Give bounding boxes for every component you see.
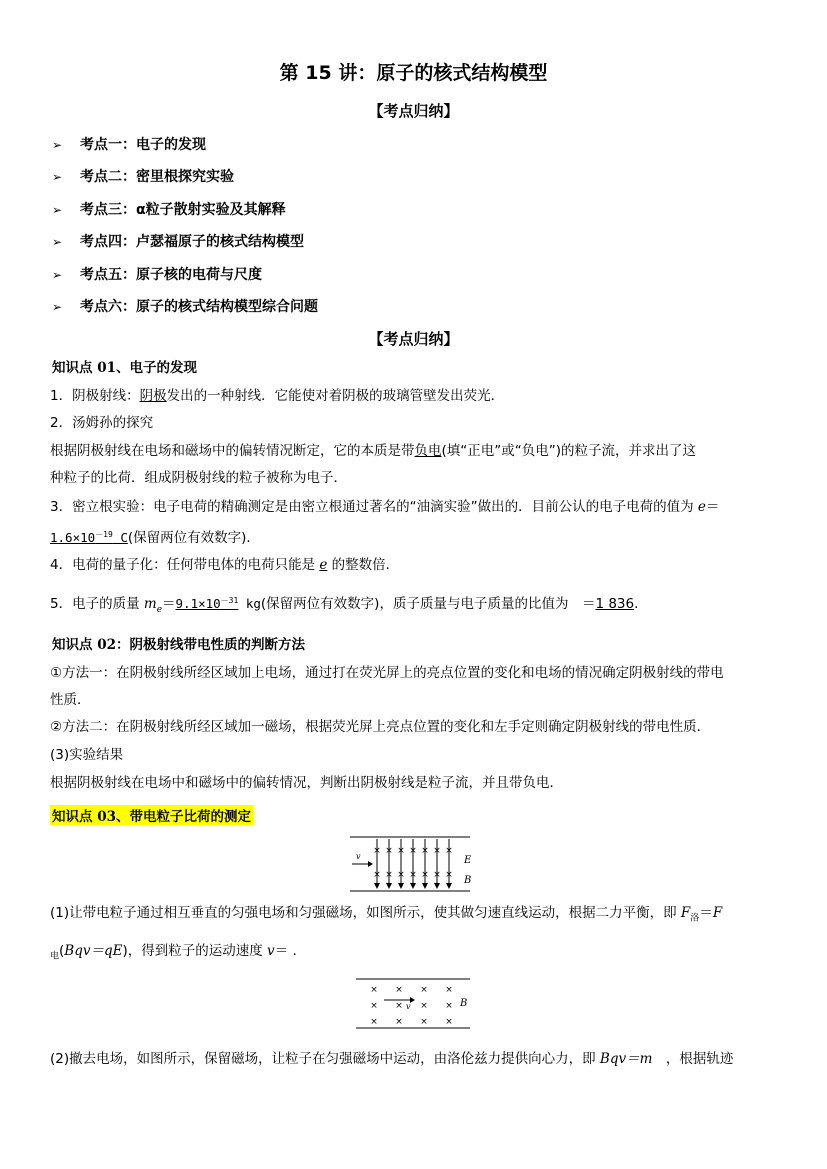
svg-text:×: × (373, 870, 381, 880)
svg-text:E: E (464, 855, 472, 866)
paragraph-line: 性质． (50, 692, 91, 708)
arrow-bullet-icon: ➢ (52, 300, 63, 314)
svg-text:×: × (445, 1001, 453, 1011)
paragraph-line: 根据阴极射线在电场中和磁场中的偏转情况，判断出阴极射线是粒子流，并且带负电． (50, 775, 563, 791)
arrow-bullet-icon: ➢ (52, 138, 63, 152)
arrow-bullet-icon: ➢ (52, 235, 63, 249)
paragraph-line: (3)实验结果 (50, 747, 124, 763)
page-title: 第 15 讲：原子的核式结构模型 (279, 62, 548, 84)
paragraph-line: 3．密立根实验：电子电荷的精确测定是由密立根通过著名的“油滴实验”做出的．目前公认的电子电荷的值为 e＝ (50, 499, 720, 515)
magnetic-field-diagram (354, 976, 474, 1032)
paragraph-line: ②方法二：在阴极射线所经区域加一磁场，根据荧光屏上亮点位置的变化和左手定则确定阴极射线的带电性质． (50, 719, 711, 735)
crossed-fields-diagram (348, 833, 478, 895)
arrow-bullet-icon: ➢ (52, 268, 63, 282)
paragraph-line: 5．电子的质量 $m_e=9.1\times 10^{-31}$ kg(保留两位有效数字)，质子质量与电子质量的比值为 ＝1 836. (50, 596, 639, 615)
svg-text:×: × (395, 1001, 403, 1011)
svg-text:×: × (421, 846, 429, 856)
svg-text:×: × (370, 985, 378, 995)
svg-text:B: B (464, 875, 472, 886)
svg-text:×: × (409, 846, 417, 856)
paragraph-line: (2)撤去电场，如图所示，保留磁场，让粒子在匀强磁场中运动，由洛伦兹力提供向心力，即 Bqv＝m ，根据轨迹 (50, 1051, 734, 1067)
svg-text:×: × (445, 846, 453, 856)
svg-text:×: × (397, 846, 405, 856)
paragraph-line: $_电$(Bqv＝qE)，得到粒子的运动速度 v＝ . (50, 943, 297, 962)
svg-text:×: × (445, 870, 453, 880)
kaodian-item: ➢ 考点六：原子的核式结构模型综合问题 (52, 299, 318, 315)
svg-text:×: × (395, 1017, 403, 1027)
kaodian-item: ➢ 考点五：原子核的电荷与尺度 (52, 267, 262, 283)
svg-text:×: × (385, 870, 393, 880)
svg-text:×: × (420, 985, 428, 995)
svg-text:×: × (420, 1001, 428, 1011)
svg-text:×: × (409, 870, 417, 880)
kaodian-item: ➢ 考点四：卢瑟福原子的核式结构模型 (52, 234, 304, 250)
svg-text:×: × (395, 985, 403, 995)
kaodian-item: ➢ 考点二：密里根探究实验 (52, 169, 234, 185)
svg-text:v: v (406, 1002, 411, 1011)
svg-text:×: × (433, 846, 441, 856)
svg-text:×: × (420, 1017, 428, 1027)
svg-text:B: B (460, 998, 468, 1009)
paragraph-line: 4．电荷的量子化：任何带电体的电荷只能是 e 的整数倍． (50, 557, 400, 573)
svg-text:v: v (356, 852, 361, 861)
svg-text:×: × (373, 846, 381, 856)
paragraph-line: 种粒子的比荷．组成阴极射线的粒子被称为电子． (50, 470, 347, 486)
arrow-bullet-icon: ➢ (52, 170, 63, 184)
svg-text:×: × (385, 846, 393, 856)
svg-text:×: × (433, 870, 441, 880)
svg-text:×: × (397, 870, 405, 880)
paragraph-line: 2．汤姆孙的探究 (50, 415, 154, 431)
svg-text:×: × (370, 1017, 378, 1027)
svg-text:×: × (445, 985, 453, 995)
svg-text:×: × (370, 1001, 378, 1011)
paragraph-line: $1.6\times 10^{-19}$ C(保留两位有效数字)． (50, 530, 260, 547)
section-heading-summary: 【考点归纳】 (368, 102, 459, 120)
paragraph-line: 根据阴极射线在电场和磁场中的偏转情况断定，它的本质是带负电(填“正电”或“负电”)的粒子流，并求出了这 (50, 443, 697, 459)
section-heading-knowledge: 【考点归纳】 (368, 330, 459, 348)
knowledge-point-heading: 知识点 02：阴极射线带电性质的判断方法 (52, 637, 305, 653)
paragraph-line: ①方法一：在阴极射线所经区域加上电场，通过打在荧光屏上的亮点位置的变化和电场的情况确定阴极射线的带电 (50, 665, 724, 681)
kaodian-item: ➢ 考点一：电子的发现 (52, 137, 206, 153)
paragraph-line: (1)让带电粒子通过相互垂直的匀强电场和匀强磁场，如图所示，使其做匀速直线运动，根据二力平衡，即 $F_洛=F$ (50, 905, 723, 924)
knowledge-point-heading-highlighted: 知识点 03、带电粒子比荷的测定 (50, 805, 253, 825)
arrow-bullet-icon: ➢ (52, 203, 63, 217)
knowledge-point-heading: 知识点 01、电子的发现 (52, 360, 197, 376)
svg-text:×: × (421, 870, 429, 880)
svg-text:×: × (445, 1017, 453, 1027)
paragraph-line: 1．阴极射线：阴极发出的一种射线．它能使对着阴极的玻璃管壁发出荧光． (50, 388, 505, 404)
kaodian-item: ➢ 考点三：α粒子散射实验及其解释 (52, 202, 286, 218)
